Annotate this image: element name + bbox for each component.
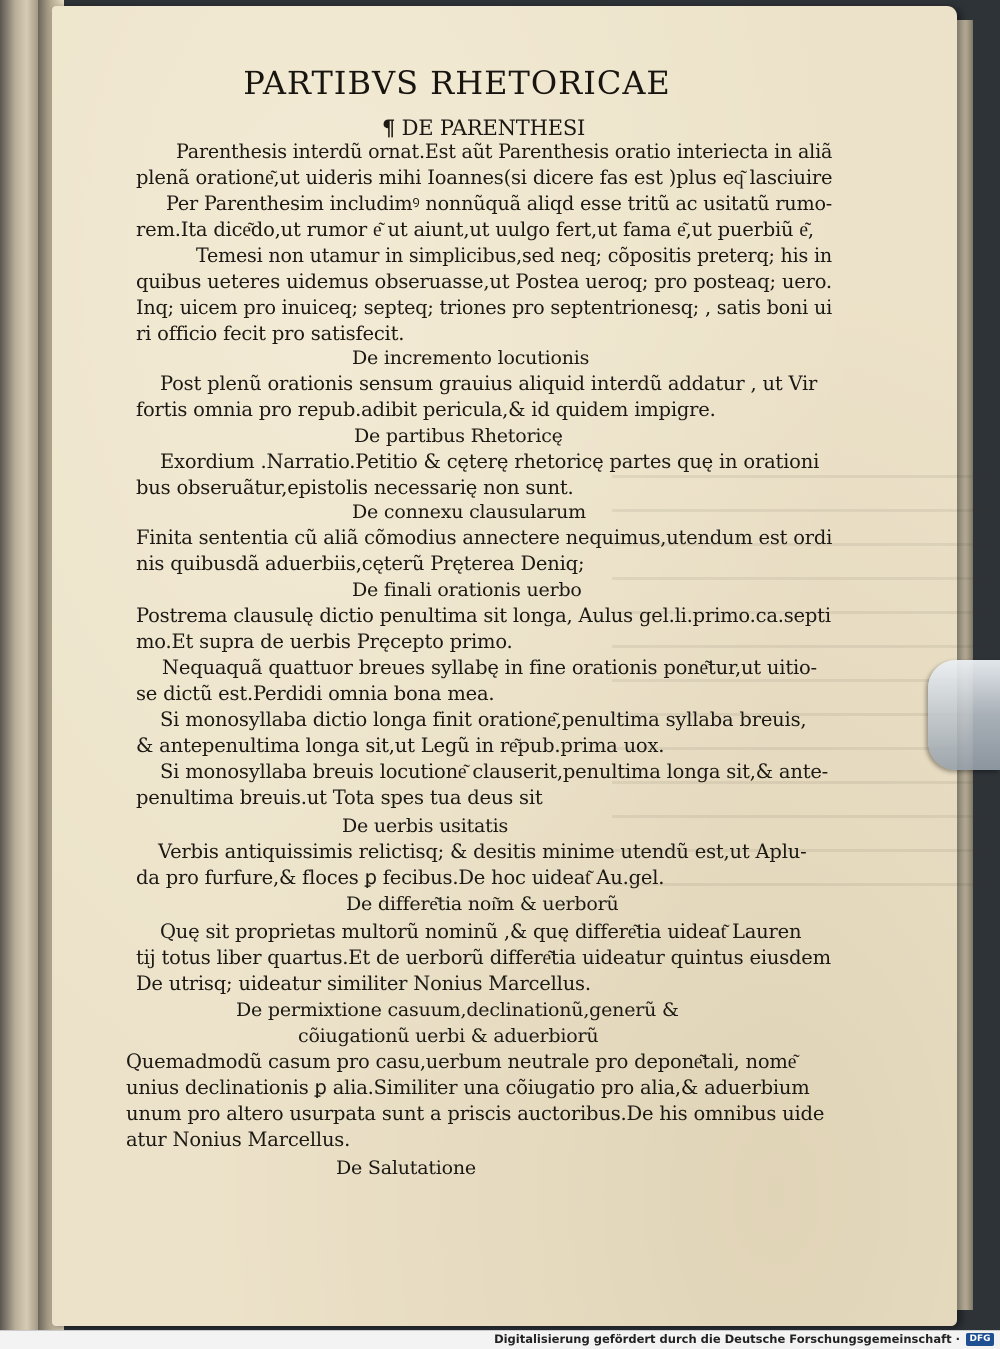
text-line: nis quibusdã aduerbiis,cęterũ Pręterea Deniq; xyxy=(136,552,585,575)
text-line: Nequaquã quattuor breues syllabę in fine orationis pone͂tur,ut uitio- xyxy=(162,656,817,679)
text-line: Postrema clausulę dictio penultima sit longa, Aulus gel.li.primo.ca.septi xyxy=(136,604,831,627)
facing-page-edge xyxy=(0,0,38,1330)
text-line: penultima breuis.ut Tota spes tua deus sit xyxy=(136,786,543,809)
section-heading: De uerbis usitatis xyxy=(342,815,508,837)
text-line: Quemadmodũ casum pro casu,uerbum neutrale pro depone͂tali, nome͂ xyxy=(126,1050,797,1073)
section-heading: De finali orationis uerbo xyxy=(352,579,582,601)
heading-text: DE PARENTHESI xyxy=(401,116,586,140)
text-line: se dictũ est.Perdidi omnia bona mea. xyxy=(136,682,495,705)
section-heading: De partibus Rhetoricę xyxy=(354,425,563,447)
pilcrow-mark: ¶ xyxy=(382,115,396,140)
text-line: Post plenũ orationis sensum grauius aliquid interdũ addatur , ut Vir xyxy=(160,372,818,395)
section-heading: De connexu clausularum xyxy=(352,501,586,523)
text-line: Temesi non utamur in simplicibus,sed neq; cõpositis preterq; his in xyxy=(196,244,832,267)
text-line: Per Parenthesim includimꝰ nonnũquã aliqd esse tritũ ac usitatũ rumo- xyxy=(166,192,833,215)
text-line: Inq; uicem pro inuiceq; septeq; triones pro septentrionesq; , satis boni ui xyxy=(136,296,833,319)
text-line: Finita sententia cũ aliã cõmodius annectere nequimus,utendum est ordi xyxy=(136,526,833,549)
running-head: PARTIBVS RHETORICAE xyxy=(243,64,671,102)
text-line: bus obseruãtur,epistolis necessarię non sunt. xyxy=(136,476,574,499)
section-heading: De Salutatione xyxy=(336,1157,476,1179)
text-line: Quę sit proprietas multorũ nominũ ,& quę differe͂tia uideat͂ Lauren xyxy=(160,920,802,943)
page-clip xyxy=(928,660,1000,770)
text-line: plenã oratione͂,ut uideris mihi Ioannes(si dicere fas est )plus eq͂ lasciuire xyxy=(136,166,833,189)
text-line: Si monosyllaba breuis locutione͂ clauserit,penultima longa sit,& ante- xyxy=(160,760,829,783)
section-heading xyxy=(382,116,585,140)
text-line: quibus ueteres uidemus obseruasse,ut Postea ueroq; pro posteaq; uero. xyxy=(136,270,832,293)
text-line: ri officio fecit pro satisfecit. xyxy=(136,322,405,345)
text-line: mo.Et supra de uerbis Pręcepto primo. xyxy=(136,630,513,653)
text-line: tij totus liber quartus.Et de uerborũ differe͂tia uideatur quintus eiusdem xyxy=(136,946,831,969)
section-heading: De incremento locutionis xyxy=(352,347,590,369)
dfg-logo: DFG xyxy=(966,1333,994,1346)
text-line: & antepenultima longa sit,ut Legũ in re͂pub.prima uox. xyxy=(136,734,665,757)
text-line: Verbis antiquissimis relictisq; & desitis minime utendũ est,ut Aplu- xyxy=(158,840,807,863)
text-line: Exordium .Narratio.Petitio & cęterę rhetoricę partes quę in orationi xyxy=(160,450,820,473)
text-line: unum pro altero usurpata sunt a priscis auctoribus.De his omnibus uide xyxy=(126,1102,825,1125)
section-heading: De permixtione casuum,declinationũ,generũ & xyxy=(236,999,679,1021)
text-line: Si monosyllaba dictio longa finit oratione͂,penultima syllaba breuis, xyxy=(160,708,807,731)
section-heading-continued: cõiugationũ uerbi & aduerbiorũ xyxy=(298,1025,599,1047)
text-line: De utrisq; uideatur similiter Nonius Marcellus. xyxy=(136,972,591,995)
text-line: da pro furfure,& floces ꝑ fecibus.De hoc uideat͂ Au.gel. xyxy=(136,866,665,889)
text-line: Parenthesis interdũ ornat.Est aũt Parenthesis oratio interiecta in aliã xyxy=(176,140,833,163)
text-line: fortis omnia pro repub.adibit pericula,& id quidem impigre. xyxy=(136,398,716,421)
section-heading: De differe͂tia noı͂m & uerborũ xyxy=(346,893,619,915)
text-line: unius declinationis ꝑ alia.Similiter una cõiugatio pro alia,& aduerbium xyxy=(126,1076,810,1099)
text-line: atur Nonius Marcellus. xyxy=(126,1128,351,1151)
text-line: rem.Ita dice͂do,ut rumor e͂ ut aiunt,ut uulgo fert,ut fama e͂,ut puerbiũ e͂, xyxy=(136,218,814,241)
funding-credit: Digitalisierung gefördert durch die Deutsche Forschungsgemeinschaft · xyxy=(494,1332,960,1346)
